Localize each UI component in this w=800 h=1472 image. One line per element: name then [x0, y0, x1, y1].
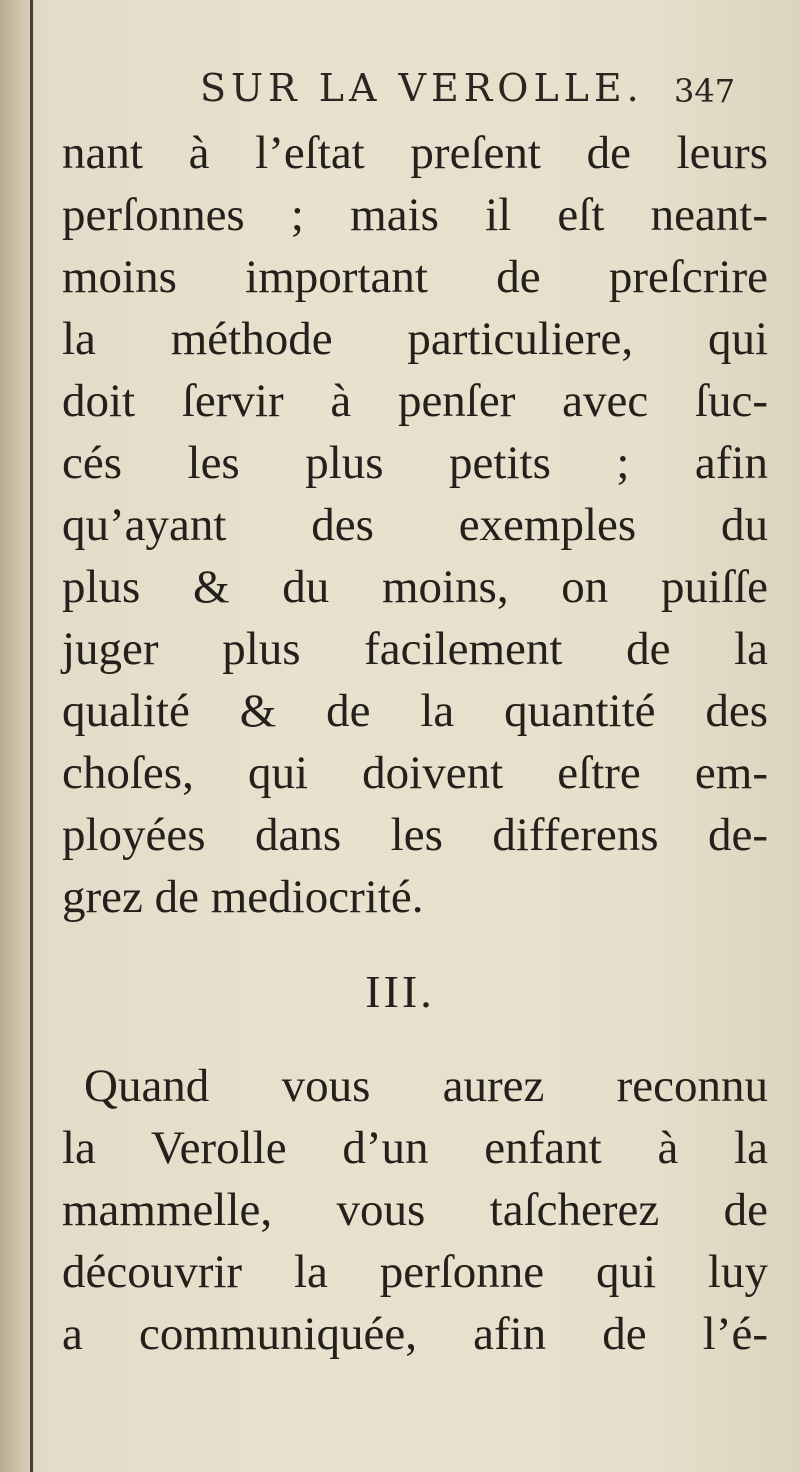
running-title: SUR LA VEROLLE. [200, 66, 644, 110]
text-line: choſes, qui doivent eſtre em- [62, 747, 768, 799]
text-line: nant à l’eſtat preſent de leurs [62, 127, 768, 179]
text-line: la Verolle d’un enfant à la [62, 1122, 768, 1174]
section-number: III. [365, 966, 435, 1017]
text-line: la méthode particuliere, qui [62, 313, 768, 365]
text-line: plus & du moins, on puiſſe [62, 561, 768, 613]
text-line: Quand vous aurez reconnu [84, 1060, 768, 1112]
text-line: doit ſervir à penſer avec ſuc- [62, 375, 768, 427]
gutter-edge [30, 0, 33, 1472]
page-header [200, 66, 780, 126]
text-line: cés les plus petits ; afin [62, 437, 768, 489]
page-number: 347 [674, 72, 736, 110]
text-line: qu’ayant des exemples du [62, 499, 768, 551]
text-line: mammelle, vous taſcherez de [62, 1184, 768, 1236]
paragraph-2 [62, 1055, 768, 1365]
text-line: découvrir la perſonne qui luy [62, 1246, 768, 1298]
text-line: grez de mediocrité. [62, 871, 424, 923]
text-line: moins important de preſcrire [62, 251, 768, 303]
text-line: qualité & de la quantité des [62, 685, 768, 737]
page-gutter [0, 0, 34, 1472]
text-line: juger plus facilement de la [62, 623, 768, 675]
paragraph-1 [62, 122, 768, 928]
text-line: a communiquée, afin de l’é- [62, 1308, 768, 1360]
text-line: ployées dans les differens de- [62, 809, 768, 861]
text-line: perſonnes ; mais il eſt neant- [62, 189, 768, 241]
